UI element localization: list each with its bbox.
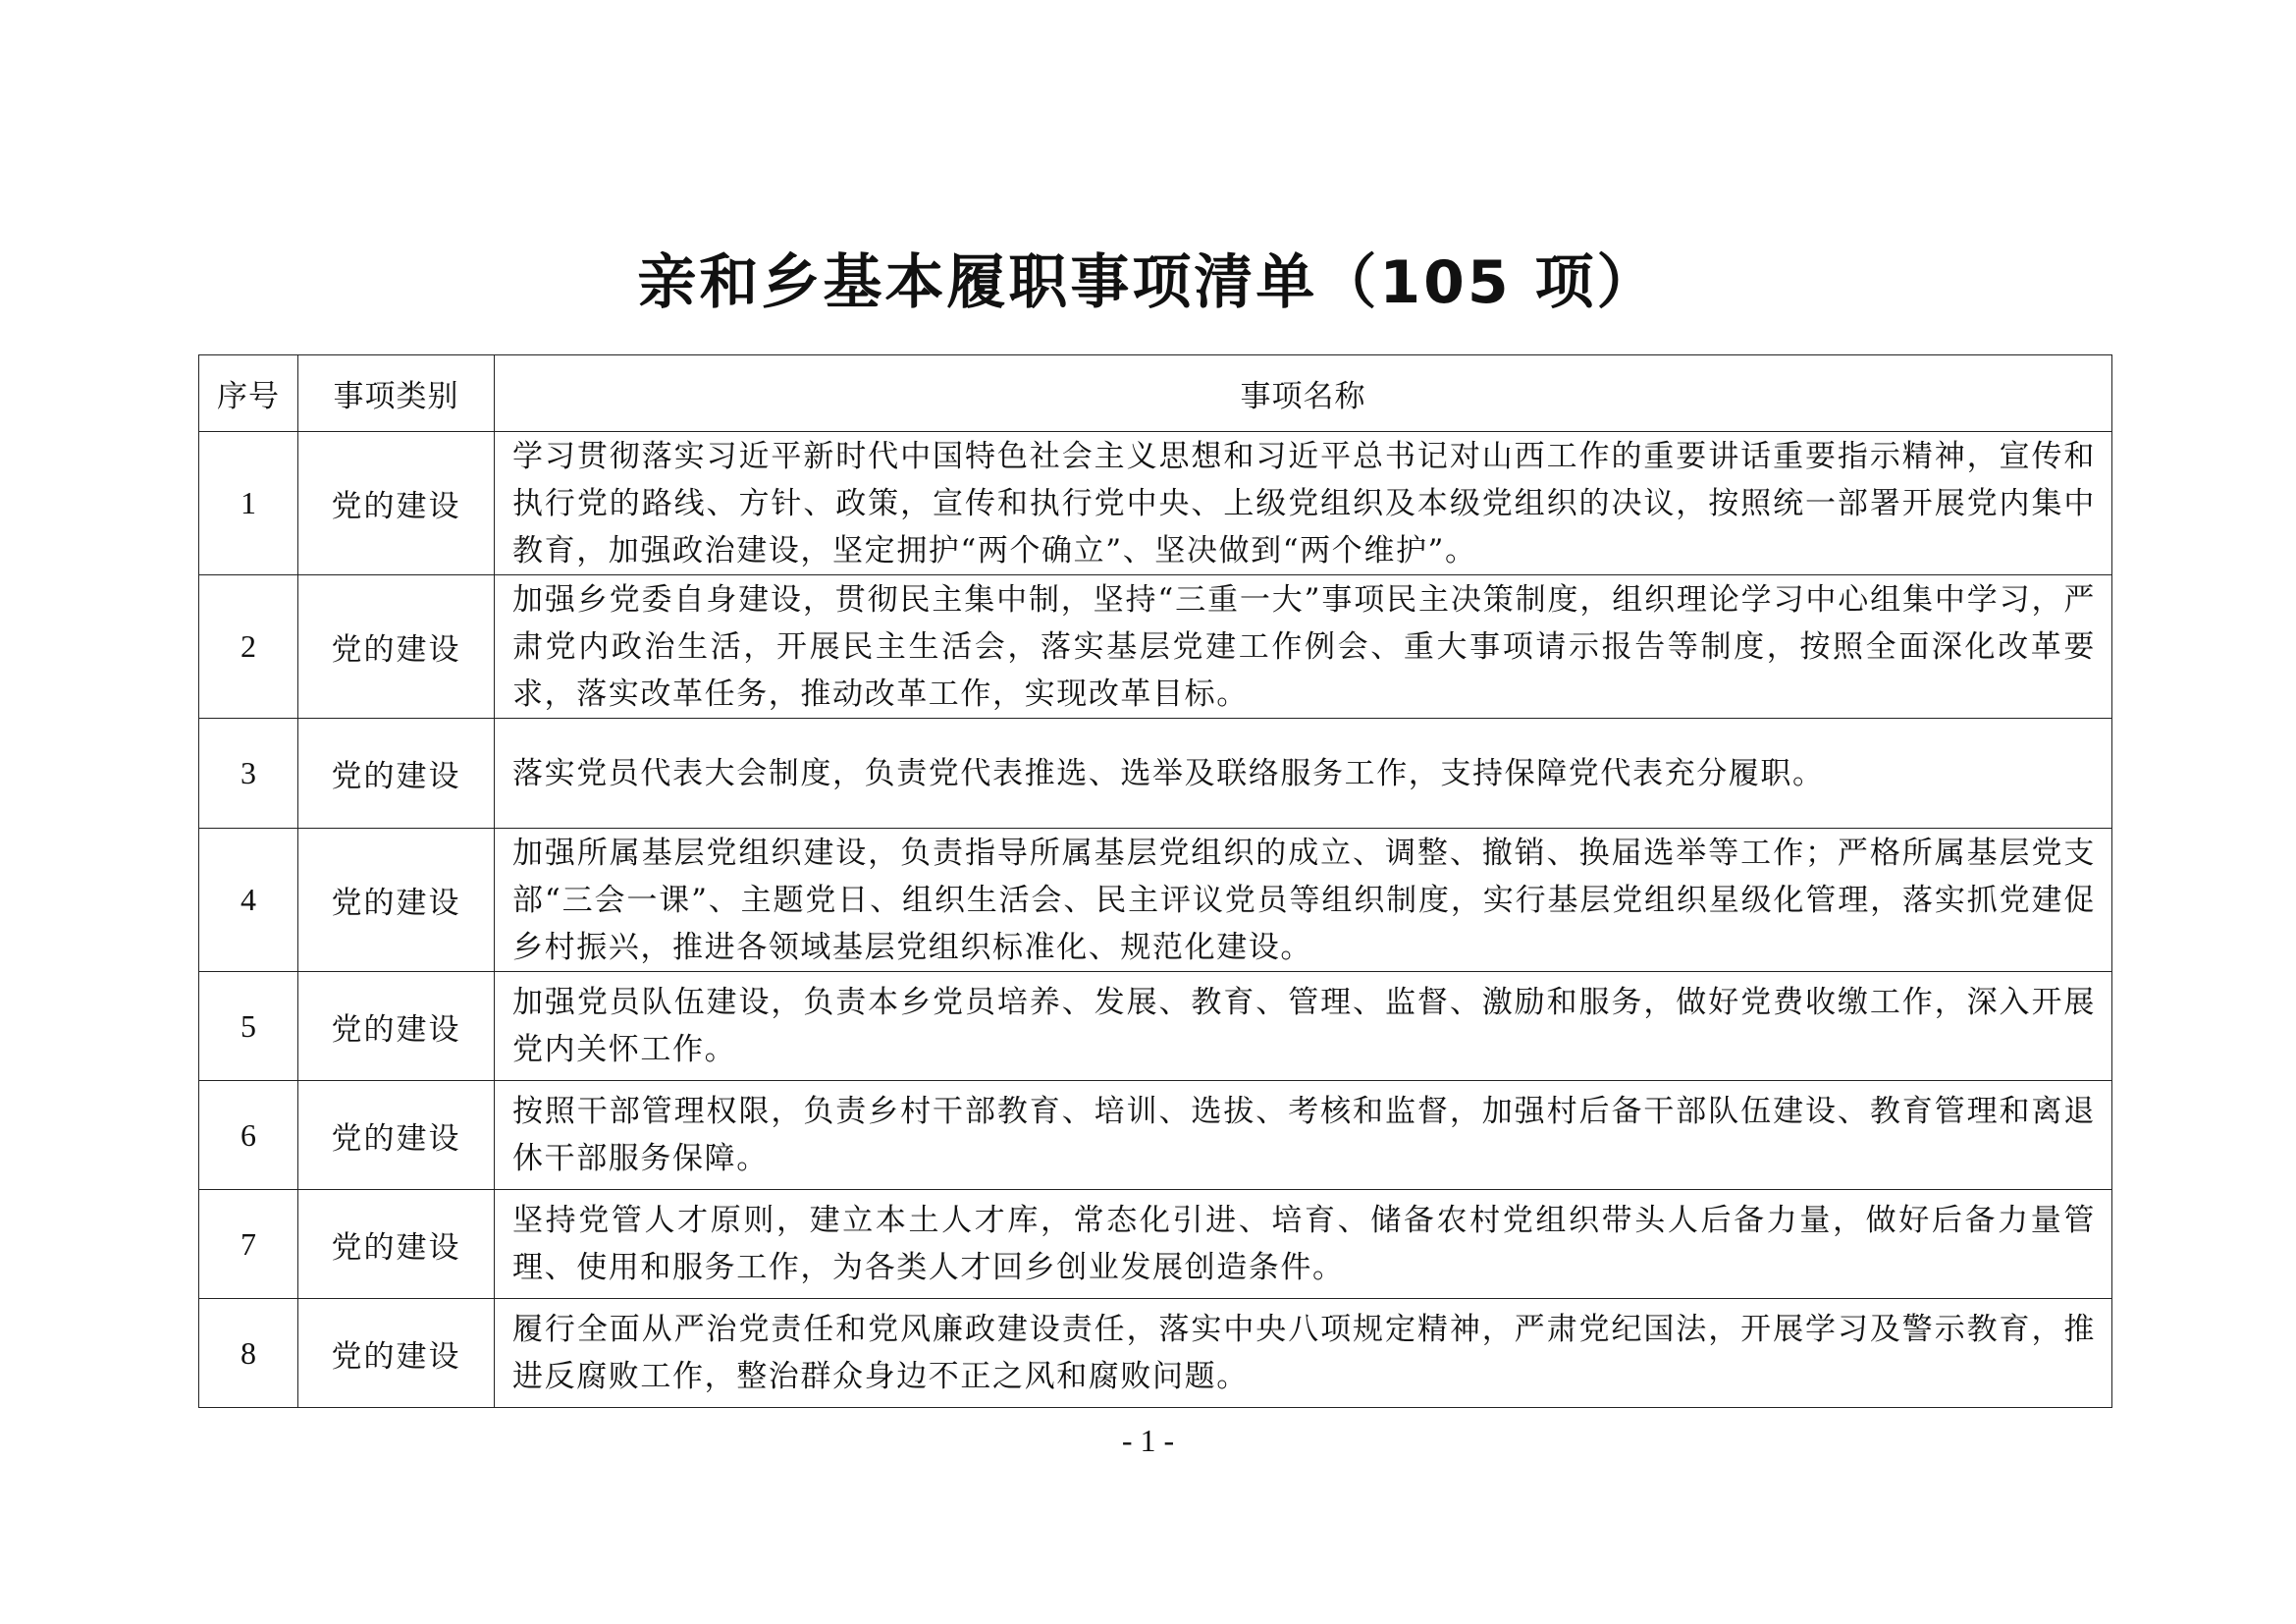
row-item-name: 加强所属基层党组织建设，负责指导所属基层党组织的成立、调整、撤销、换届选举等工作；严格所属基层党支部“三会一课”、主题党日、组织生活会、民主评议党员等组织制度，实行基层党组织星级化管理，落实抓党建促乡村振兴，推进各领域基层党组织标准化、规范化建设。 [495,829,2112,972]
row-serial-number: 4 [199,829,298,972]
table-row [199,1081,2112,1190]
table-row [199,719,2112,829]
row-category: 党的建设 [298,1081,495,1190]
row-category: 党的建设 [298,1299,495,1408]
row-serial-number: 6 [199,1081,298,1190]
row-serial-number: 7 [199,1190,298,1299]
row-serial-number: 1 [199,432,298,575]
table-header-row [199,355,2112,432]
row-category: 党的建设 [298,972,495,1081]
table-row [199,1299,2112,1408]
table-row [199,972,2112,1081]
header-item-name: 事项名称 [495,355,2112,432]
table-row [199,575,2112,719]
table-row [199,829,2112,972]
table-row [199,1190,2112,1299]
table-row [199,432,2112,575]
row-category: 党的建设 [298,575,495,719]
header-item-category: 事项类别 [298,355,495,432]
row-item-name: 落实党员代表大会制度，负责党代表推选、选举及联络服务工作，支持保障党代表充分履职。 [495,719,2112,829]
row-item-name: 履行全面从严治党责任和党风廉政建设责任，落实中央八项规定精神，严肃党纪国法，开展学习及警示教育，推进反腐败工作，整治群众身边不正之风和腐败问题。 [495,1299,2112,1408]
row-serial-number: 5 [199,972,298,1081]
row-serial-number: 8 [199,1299,298,1408]
row-item-name: 加强党员队伍建设，负责本乡党员培养、发展、教育、管理、监督、激励和服务，做好党费收缴工作，深入开展党内关怀工作。 [495,972,2112,1081]
row-item-name: 加强乡党委自身建设，贯彻民主集中制，坚持“三重一大”事项民主决策制度，组织理论学习中心组集中学习，严肃党内政治生活，开展民主生活会，落实基层党建工作例会、重大事项请示报告等制度，按照全面深化改革要求，落实改革任务，推动改革工作，实现改革目标。 [495,575,2112,719]
row-category: 党的建设 [298,1190,495,1299]
row-item-name: 按照干部管理权限，负责乡村干部教育、培训、选拔、考核和监督，加强村后备干部队伍建设、教育管理和离退休干部服务保障。 [495,1081,2112,1190]
duty-list-table [198,354,2112,1408]
row-serial-number: 3 [199,719,298,829]
row-serial-number: 2 [199,575,298,719]
header-serial-number: 序号 [199,355,298,432]
row-category: 党的建设 [298,829,495,972]
row-category: 党的建设 [298,719,495,829]
row-category: 党的建设 [298,432,495,575]
row-item-name: 学习贯彻落实习近平新时代中国特色社会主义思想和习近平总书记对山西工作的重要讲话重要指示精神，宣传和执行党的路线、方针、政策，宣传和执行党中央、上级党组织及本级党组织的决议，按照统一部署开展党内集中教育，加强政治建设，坚定拥护“两个确立”、坚决做到“两个维护”。 [495,432,2112,575]
page-number: - 1 - [1121,1423,1175,1458]
row-item-name: 坚持党管人才原则，建立本土人才库，常态化引进、培育、储备农村党组织带头人后备力量，做好后备力量管理、使用和服务工作，为各类人才回乡创业发展创造条件。 [495,1190,2112,1299]
document-title: 亲和乡基本履职事项清单（105 项） [637,248,1659,317]
